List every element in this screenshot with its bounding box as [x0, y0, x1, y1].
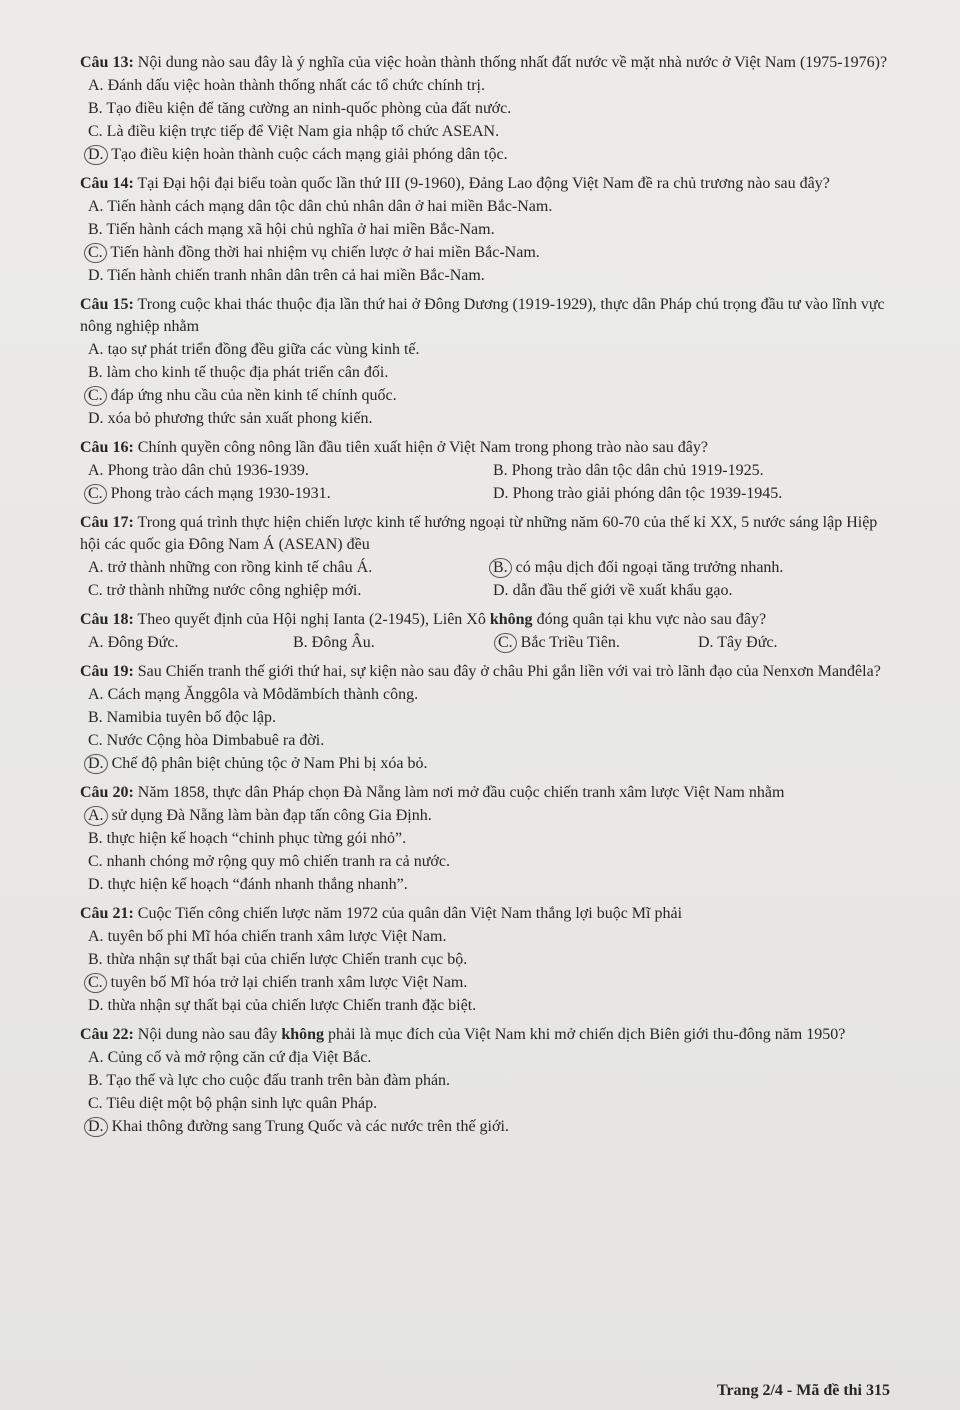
option-text: Tiến hành đồng thời hai nhiệm vụ chiến lược ở hai miền Bắc-Nam.	[110, 244, 540, 261]
option-text: thực hiện kế hoạch “đánh nhanh thắng nhanh”.	[107, 876, 408, 893]
option-d	[485, 579, 885, 602]
question-number: Câu 14:	[80, 175, 134, 192]
option-letter: A.	[88, 462, 104, 479]
question-number: Câu 16:	[80, 439, 134, 456]
option-b	[80, 218, 892, 241]
question-text: Trong quá trình thực hiện chiến lược kinh tế hướng ngoại từ những năm 60-70 của thế kỉ XX, 5 nước sáng lập Hiệp hội các quốc gia Đông Nam Á (ASEAN) đều	[80, 514, 878, 553]
question-text: Sau Chiến tranh thế giới thứ hai, sự kiện nào sau đây ở châu Phi gắn liền với vai trò lãnh đạo của Nenxơn Manđêla?	[137, 663, 881, 680]
option-letter: D.	[698, 634, 714, 651]
question-number: Câu 20:	[80, 784, 134, 801]
option-text: Tây Đức.	[717, 634, 778, 651]
option-a	[80, 683, 892, 706]
question-text-emphasis: không	[489, 611, 533, 628]
option-b	[80, 827, 892, 850]
option-letter: C.	[84, 243, 107, 263]
option-letter: C.	[88, 853, 103, 870]
question-21	[80, 903, 892, 1017]
option-text: Phong trào dân chủ 1936-1939.	[107, 462, 309, 479]
option-text: thực hiện kế hoạch “chinh phục từng gói nhỏ”.	[106, 830, 407, 847]
option-a	[80, 74, 892, 97]
option-letter: A.	[88, 1049, 104, 1066]
option-c	[490, 631, 690, 654]
option-b	[80, 948, 892, 971]
option-text: Tạo thế và lực cho cuộc đấu tranh trên bàn đàm phán.	[106, 1072, 451, 1089]
option-letter: B.	[88, 221, 103, 238]
option-text: nhanh chóng mở rộng quy mô chiến tranh ra cả nước.	[106, 853, 450, 870]
question-number: Câu 17:	[80, 514, 134, 531]
question-text: phải là mục đích của Việt Nam khi mở chiến dịch Biên giới thu-đông năm 1950?	[324, 1026, 846, 1043]
option-text: Đông Đức.	[107, 634, 179, 651]
option-c	[80, 579, 485, 602]
question-number: Câu 13:	[80, 54, 134, 71]
option-text: Đánh dấu việc hoàn thành thống nhất các tổ chức chính trị.	[107, 77, 485, 94]
option-letter: A.	[88, 341, 104, 358]
option-letter: D.	[88, 410, 104, 427]
question-number: Câu 19:	[80, 663, 134, 680]
option-d	[80, 1115, 892, 1138]
question-stem	[80, 52, 892, 74]
question-text: Cuộc Tiến công chiến lược năm 1972 của quân dân Việt Nam thắng lợi buộc Mĩ phải	[137, 905, 683, 922]
option-letter: D.	[84, 1117, 108, 1137]
option-text: xóa bỏ phương thức sản xuất phong kiến.	[107, 410, 373, 427]
question-20	[80, 782, 892, 896]
question-stem	[80, 173, 892, 195]
option-letter: C.	[88, 732, 103, 749]
option-letter: A.	[88, 77, 104, 94]
option-text: đáp ứng nhu cầu của nền kinh tế chính quốc.	[110, 387, 397, 404]
question-14	[80, 173, 892, 287]
option-text: Tiến hành cách mạng dân tộc dân chủ nhân dân ở hai miền Bắc-Nam.	[107, 198, 553, 215]
option-d	[80, 873, 892, 896]
option-a	[80, 925, 892, 948]
option-text: trở thành những nước công nghiệp mới.	[106, 582, 362, 599]
option-a	[80, 459, 485, 482]
option-c	[80, 241, 892, 264]
option-a	[80, 338, 892, 361]
option-text: Tiêu diệt một bộ phận sinh lực quân Pháp.	[106, 1095, 378, 1112]
option-letter: D.	[84, 145, 108, 165]
option-text: Nước Cộng hòa Dimbabuê ra đời.	[106, 732, 325, 749]
question-text: Trong cuộc khai thác thuộc địa lần thứ hai ở Đông Dương (1919-1929), thực dân Pháp chú trọng đầu tư vào lĩnh vực nông nghiệp nhằm	[80, 296, 885, 335]
option-letter: A.	[88, 559, 104, 576]
question-stem	[80, 437, 892, 459]
question-text: Nội dung nào sau đây	[137, 1026, 282, 1043]
option-c	[80, 971, 892, 994]
option-text: Cách mạng Ănggôla và Môdămbích thành công.	[107, 686, 419, 703]
question-stem	[80, 661, 892, 683]
question-text-emphasis: không	[281, 1026, 325, 1043]
option-d	[80, 407, 892, 430]
option-letter: C.	[88, 582, 103, 599]
option-letter: C.	[84, 386, 107, 406]
option-a	[80, 195, 892, 218]
option-letter: B.	[493, 462, 508, 479]
option-c	[80, 120, 892, 143]
question-number: Câu 21:	[80, 905, 134, 922]
option-letter: C.	[88, 1095, 103, 1112]
option-text: Chế độ phân biệt chủng tộc ở Nam Phi bị xóa bỏ.	[111, 755, 428, 772]
option-text: sử dụng Đà Nẵng làm bàn đạp tấn công Gia Định.	[111, 807, 432, 824]
option-b	[485, 459, 885, 482]
option-letter: A.	[88, 634, 104, 651]
option-text: Đông Âu.	[311, 634, 375, 651]
option-text: Tiến hành chiến tranh nhân dân trên cả hai miền Bắc-Nam.	[107, 267, 485, 284]
option-c	[80, 482, 485, 505]
option-letter: D.	[88, 876, 104, 893]
question-stem	[80, 782, 892, 804]
option-letter: A.	[88, 198, 104, 215]
option-letter: B.	[88, 100, 103, 117]
option-c	[80, 850, 892, 873]
option-letter: B.	[88, 830, 103, 847]
option-d	[690, 631, 890, 654]
question-text: Nội dung nào sau đây là ý nghĩa của việc hoàn thành thống nhất đất nước về mặt nhà nước ở Việt Nam (1975-1976)?	[137, 54, 888, 71]
question-list	[80, 52, 892, 1145]
option-text: tạo sự phát triển đồng đều giữa các vùng kinh tế.	[107, 341, 420, 358]
option-letter: D.	[84, 754, 108, 774]
option-text: Phong trào giải phóng dân tộc 1939-1945.	[512, 485, 783, 502]
option-c	[80, 729, 892, 752]
option-letter: D.	[493, 582, 509, 599]
option-letter: B.	[88, 1072, 103, 1089]
option-b	[80, 1069, 892, 1092]
option-text: Namibia tuyên bố độc lập.	[106, 709, 276, 726]
question-number: Câu 18:	[80, 611, 134, 628]
page-footer: Trang 2/4 - Mã đề thi 315	[716, 1382, 890, 1399]
option-letter: B.	[88, 951, 103, 968]
option-letter: A.	[88, 928, 104, 945]
option-text: dẫn đầu thế giới về xuất khẩu gạo.	[512, 582, 733, 599]
option-b	[80, 97, 892, 120]
option-letter: A.	[88, 686, 104, 703]
option-text: thừa nhận sự thất bại của chiến lược Chiến tranh đặc biệt.	[107, 997, 477, 1014]
option-c	[80, 384, 892, 407]
option-text: trở thành những con rồng kinh tế châu Á.	[107, 559, 373, 576]
option-text: Tạo điều kiện hoàn thành cuộc cách mạng giải phóng dân tộc.	[111, 146, 508, 163]
option-b	[285, 631, 490, 654]
option-a	[80, 556, 485, 579]
option-letter: D.	[88, 267, 104, 284]
question-18	[80, 609, 892, 654]
option-text: thừa nhận sự thất bại của chiến lược Chiến tranh cục bộ.	[106, 951, 468, 968]
option-text: Tạo điều kiện để tăng cường an ninh-quốc phòng của đất nước.	[106, 100, 512, 117]
option-text: Khai thông đường sang Trung Quốc và các nước trên thế giới.	[111, 1118, 509, 1135]
question-text: Chính quyền công nông lần đầu tiên xuất hiện ở Việt Nam trong phong trào nào sau đây?	[137, 439, 708, 456]
option-c	[80, 1092, 892, 1115]
option-text: Tiến hành cách mạng xã hội chủ nghĩa ở hai miền Bắc-Nam.	[106, 221, 495, 238]
question-stem	[80, 512, 892, 556]
option-text: Củng cố và mở rộng căn cứ địa Việt Bắc.	[107, 1049, 372, 1066]
option-letter: B.	[88, 709, 103, 726]
option-b	[80, 361, 892, 384]
question-text: đóng quân tại khu vực nào sau đây?	[532, 611, 767, 628]
option-letter: B.	[489, 558, 512, 578]
option-letter: D.	[493, 485, 509, 502]
question-stem	[80, 609, 892, 631]
option-letter: D.	[88, 997, 104, 1014]
option-d	[80, 994, 892, 1017]
question-17	[80, 512, 892, 602]
option-a	[80, 631, 285, 654]
question-stem	[80, 903, 892, 925]
question-15	[80, 294, 892, 430]
option-text: có mậu dịch đối ngoại tăng trưởng nhanh.	[515, 559, 784, 576]
option-letter: C.	[84, 973, 107, 993]
question-text: Tại Đại hội đại biểu toàn quốc lần thứ III (9-1960), Đảng Lao động Việt Nam đề ra chủ trương nào sau đây?	[137, 175, 830, 192]
option-letter: C.	[84, 484, 107, 504]
option-text: Bắc Triều Tiên.	[520, 634, 620, 651]
question-text: Theo quyết định của Hội nghị Ianta (2-1945), Liên Xô	[137, 611, 490, 628]
option-letter: A.	[84, 806, 108, 826]
option-letter: B.	[88, 364, 103, 381]
option-text: Phong trào dân tộc dân chủ 1919-1925.	[511, 462, 764, 479]
option-a	[80, 804, 892, 827]
option-d	[80, 752, 892, 775]
option-d	[80, 143, 892, 166]
option-text: tuyên bố phi Mĩ hóa chiến tranh xâm lược Việt Nam.	[107, 928, 447, 945]
question-number: Câu 22:	[80, 1026, 134, 1043]
option-d	[80, 264, 892, 287]
question-number: Câu 15:	[80, 296, 134, 313]
question-13	[80, 52, 892, 166]
option-text: làm cho kinh tế thuộc địa phát triển cân đối.	[106, 364, 389, 381]
option-b	[80, 706, 892, 729]
option-letter: C.	[88, 123, 103, 140]
option-letter: B.	[293, 634, 308, 651]
question-stem	[80, 1024, 892, 1046]
option-a	[80, 1046, 892, 1069]
option-letter: C.	[494, 633, 517, 653]
option-d	[485, 482, 885, 505]
option-text: tuyên bố Mĩ hóa trở lại chiến tranh xâm lược Việt Nam.	[110, 974, 468, 991]
question-text: Năm 1858, thực dân Pháp chọn Đà Nẵng làm nơi mở đầu cuộc chiến tranh xâm lược Việt Nam nhằm	[137, 784, 785, 801]
question-19	[80, 661, 892, 775]
question-22	[80, 1024, 892, 1138]
question-stem	[80, 294, 892, 338]
question-16	[80, 437, 892, 505]
option-text: Phong trào cách mạng 1930-1931.	[110, 485, 331, 502]
option-b	[485, 556, 885, 579]
option-text: Là điều kiện trực tiếp để Việt Nam gia nhập tổ chức ASEAN.	[106, 123, 500, 140]
